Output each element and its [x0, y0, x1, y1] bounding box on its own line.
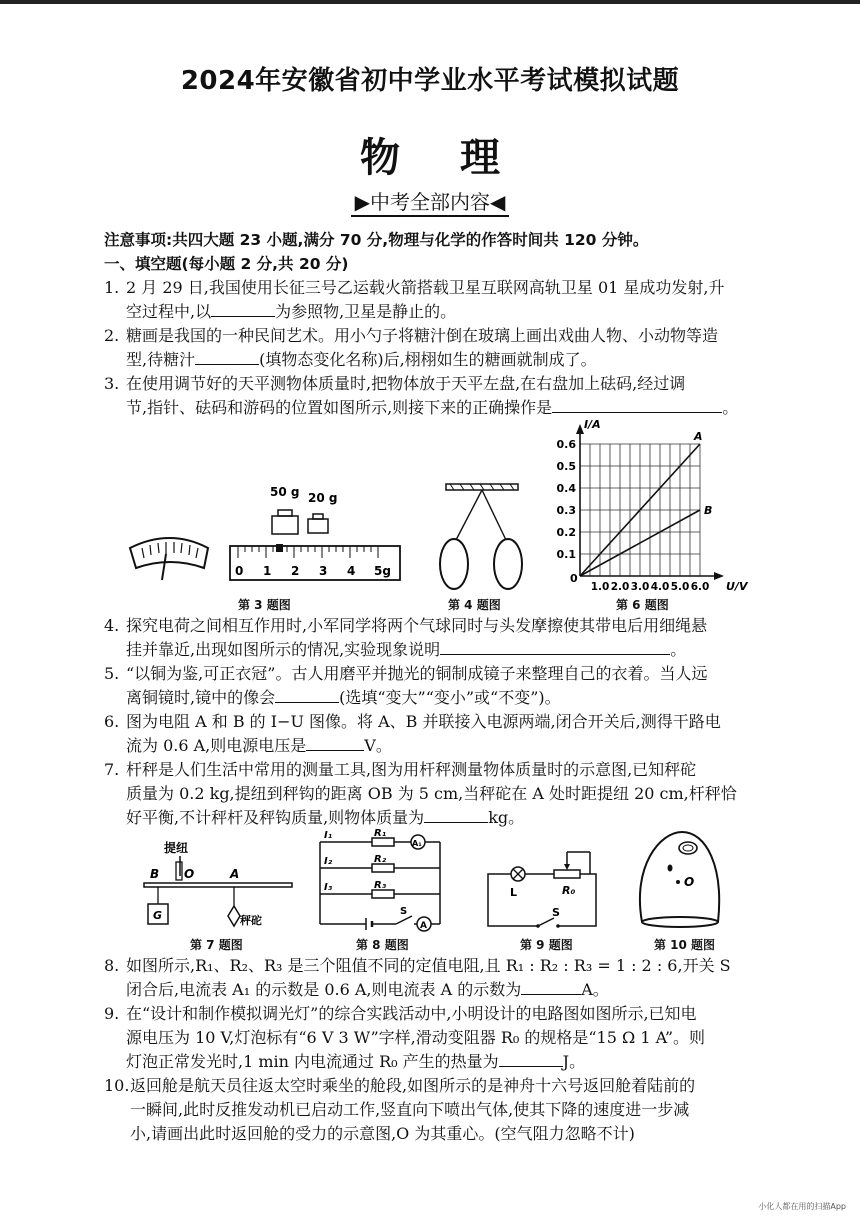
figure-4-caption: 第 4 题图 [448, 598, 501, 612]
figure-7-caption: 第 7 题图 [190, 938, 243, 952]
rider-marker [276, 544, 283, 552]
y-axis-label: I/A [584, 418, 601, 431]
label-r3: R₃ [374, 880, 387, 891]
weight-50g-label: 50 g [270, 485, 300, 499]
question-text: V。 [364, 736, 392, 755]
exam-title: 2024年安徽省初中学业水平考试模拟试题 [180, 66, 680, 96]
question-2 [104, 324, 784, 372]
label-i2: I₂ [324, 856, 333, 867]
x-axis-label: U/V [726, 580, 748, 593]
answer-blank[interactable] [275, 686, 339, 703]
question-number: 4. [104, 616, 120, 635]
question-number: 2. [104, 326, 120, 345]
label-r2: R₂ [374, 854, 387, 865]
question-number: 5. [104, 664, 120, 683]
question-3 [104, 372, 784, 420]
section-heading: 一、填空题(每小题 2 分,共 20 分) [104, 255, 349, 273]
label-l: L [510, 886, 518, 899]
question-text: 挂并靠近,出现如图所示的情况,实验现象说明 [126, 640, 441, 659]
answer-blank[interactable] [521, 978, 581, 995]
question-text: 2 月 29 日,我国使用长征三号乙运载火箭搭载卫星互联网高轨卫星 01 星成功发射,升 [126, 278, 725, 297]
question-5 [104, 662, 784, 710]
scope-label [0, 186, 860, 217]
question-text: 在“设计和制作模拟调光灯”的综合实践活动中,小明设计的电路图如图所示,已知电 [126, 1004, 697, 1023]
figure-9-caption: 第 9 题图 [520, 938, 573, 952]
subject-title: 物理 [360, 135, 560, 181]
question-number: 3. [104, 374, 120, 393]
question-text: 。 [670, 640, 687, 659]
question-text: 小,请画出此时返回舱的受力的示意图,O 为其重心。(空气阻力忽略不计) [130, 1124, 635, 1143]
label-chengtuo: 秤砣 [240, 914, 262, 927]
question-text: J。 [562, 1052, 586, 1071]
question-10 [104, 1074, 784, 1146]
answer-blank[interactable] [195, 348, 259, 365]
question-text: 型,待糖汁 [126, 350, 196, 369]
y-tick-label: 0.3 [556, 504, 576, 517]
question-8 [104, 954, 784, 1002]
figure-7 [136, 836, 300, 940]
label-a: A [230, 867, 240, 881]
answer-blank[interactable] [306, 734, 364, 751]
series-label-b: B [704, 504, 713, 517]
question-number: 9. [104, 1004, 120, 1023]
x-tick-label: 5.0 [670, 581, 690, 593]
figure-6-caption: 第 6 题图 [616, 598, 669, 612]
tick-label: 3 [319, 564, 328, 578]
label-b: B [150, 867, 160, 881]
question-text: 质量为 0.2 kg,提纽到秤钩的距离 OB 为 5 cm,当秤砣在 A 处时距提纽 20 cm,杆秤恰 [126, 784, 737, 803]
question-text: (选填“变大”“变小”或“不变”)。 [339, 688, 561, 707]
question-number: 7. [104, 760, 120, 779]
question-text: 空过程中,以 [126, 302, 212, 321]
question-text: 返回舱是航天员往返太空时乘坐的舱段,如图所示的是神舟十六号返回舱着陆前的 [130, 1076, 696, 1095]
question-1 [104, 276, 784, 324]
notice-text: 注意事项:共四大题 23 小题,满分 70 分,物理与化学的作答时间共 120 分钟。 [104, 231, 649, 249]
x-tick-label: 1.0 [590, 581, 610, 593]
question-number: 10. [104, 1076, 130, 1095]
rheostat [554, 870, 580, 878]
y-tick-label: 0.5 [556, 460, 576, 473]
y-tick-label: 0.1 [556, 548, 576, 561]
balloon-left [440, 539, 468, 589]
question-7 [104, 758, 784, 830]
balloon-right [494, 539, 522, 589]
steelyard-rod [144, 883, 292, 887]
label-r0: R₀ [562, 884, 576, 897]
rider-scale [230, 544, 400, 580]
tick-label: 5g [374, 564, 391, 578]
figure-10-caption: 第 10 题图 [654, 938, 716, 952]
weight-20g-label: 20 g [308, 491, 338, 505]
question-text: 在使用调节好的天平测物体质量时,把物体放于天平左盘,在右盘加上砝码,经过调 [126, 374, 686, 393]
counterweight [228, 906, 240, 926]
x-tick-label: 6.0 [690, 581, 710, 593]
question-number: 8. [104, 956, 120, 975]
ammeter-a-label: A [420, 921, 427, 931]
question-text: 闭合后,电流表 A₁ 的示数是 0.6 A,则电流表 A 的示数为 [126, 980, 522, 999]
x-tick-label: 4.0 [650, 581, 670, 593]
y-tick-label: 0.6 [556, 438, 576, 451]
y-axis-arrow [576, 424, 584, 434]
question-text: kg。 [488, 808, 525, 827]
question-9 [104, 1002, 784, 1074]
series-label-a: A [694, 430, 703, 443]
question-text: 一瞬间,此时反推发动机已启动工作,竖直向下喷出气体,使其下降的速度进一步减 [130, 1100, 690, 1119]
origin-label: 0 [570, 572, 578, 585]
tick-label: 2 [291, 564, 300, 578]
answer-blank[interactable] [440, 638, 670, 655]
question-text: 好平衡,不计秤杆及秤钩质量,则物体质量为 [126, 808, 425, 827]
question-text: 探究电荷之间相互作用时,小军同学将两个气球同时与头发摩擦使其带电后用细绳悬 [126, 616, 708, 635]
question-text: 如图所示,R₁、R₂、R₃ 是三个阻值不同的定值电阻,且 R₁ : R₂ : R₃ = 1 : 2 : 6,开关 S [126, 956, 731, 975]
question-number: 1. [104, 278, 120, 297]
x-tick-label: 2.0 [610, 581, 630, 593]
x-axis-arrow [714, 572, 724, 580]
figure-3-caption: 第 3 题图 [238, 598, 291, 612]
figure-4 [432, 480, 532, 592]
label-o: O [184, 867, 195, 881]
question-text: 离铜镜时,镜中的像会 [126, 688, 276, 707]
answer-blank[interactable] [552, 396, 722, 413]
center-of-gravity [676, 880, 680, 884]
question-text: (填物态变化名称)后,栩栩如生的糖画就制成了。 [259, 350, 597, 369]
question-text: 源电压为 10 V,灯泡标有“6 V 3 W”字样,滑动变阻器 R₀ 的规格是“15 Ω 1 A”。则 [126, 1028, 705, 1047]
figure-10 [630, 826, 728, 930]
answer-blank[interactable] [499, 1050, 563, 1067]
question-text: 为参照物,卫星是静止的。 [275, 302, 457, 321]
figure-8-caption: 第 8 题图 [356, 938, 409, 952]
answer-blank[interactable] [211, 300, 275, 317]
question-number: 6. [104, 712, 120, 731]
ammeter-a1-label: A₁ [412, 839, 422, 848]
scope-text: ▶中考全部内容◀ [351, 186, 510, 217]
tick-label: 0 [235, 564, 244, 578]
y-tick-label: 0.4 [556, 482, 576, 495]
question-6 [104, 710, 784, 758]
question-text: 灯泡正常发光时,1 min 内电流通过 R₀ 产生的热量为 [126, 1052, 499, 1071]
y-tick-label: 0.2 [556, 526, 576, 539]
question-text: 杆秤是人们生活中常用的测量工具,图为用杆秤测量物体质量时的示意图,已知秤砣 [126, 760, 697, 779]
label-tiniu: 提纽 [164, 841, 189, 855]
question-text: 糖画是我国的一种民间艺术。用小勺子将糖汁倒在玻璃上画出戏曲人物、小动物等造 [126, 326, 719, 345]
scanner-watermark: 小化人都在用的扫描App [758, 1202, 846, 1211]
question-text: 图为电阻 A 和 B 的 I−U 图像。将 A、B 并联接入电源两端,闭合开关后,测得干路电 [126, 712, 721, 731]
label-g: G [153, 909, 163, 922]
label-o: O [684, 875, 695, 889]
tick-label: 1 [263, 564, 272, 578]
question-4 [104, 614, 784, 662]
label-s: S [552, 906, 560, 919]
question-text: 。 [722, 398, 739, 417]
tick-label: 4 [347, 564, 356, 578]
figure-8 [312, 826, 468, 936]
label-i1: I₁ [324, 830, 333, 841]
answer-blank[interactable] [424, 806, 488, 823]
balance-pointer-scale [130, 538, 208, 580]
label-r1: R₁ [374, 828, 387, 839]
figure-3 [120, 476, 410, 612]
label-i3: I₃ [324, 882, 333, 893]
question-text: 节,指针、砝码和游码的位置如图所示,则接下来的正确操作是 [126, 398, 553, 417]
weights [270, 485, 337, 534]
figure-6-chart [540, 416, 748, 594]
figure-9 [482, 842, 606, 936]
x-tick-label: 3.0 [630, 581, 650, 593]
question-text: 流为 0.6 A,则电源电压是 [126, 736, 307, 755]
switch-label: S [400, 906, 408, 917]
question-text: “以铜为鉴,可正衣冠”。古人用磨平并抛光的铜制成镜子来整理自己的衣着。当人远 [126, 664, 708, 683]
question-text: A。 [581, 980, 609, 999]
